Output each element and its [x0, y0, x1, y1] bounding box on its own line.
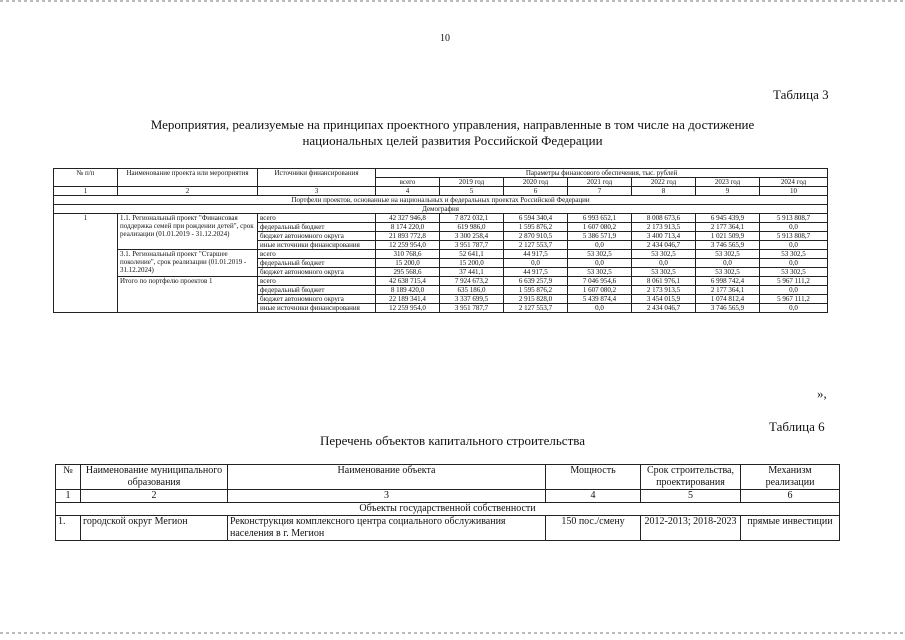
t3-value: 1 021 509,9: [696, 232, 760, 241]
t3-value: 53 302,5: [632, 268, 696, 277]
t3-value: 53 302,5: [760, 268, 828, 277]
t3-source: бюджет автономного округа: [258, 268, 376, 277]
t3-value: 3 746 565,9: [696, 241, 760, 250]
t3-value: 2 173 913,5: [632, 223, 696, 232]
t3-value: 5 967 111,2: [760, 277, 828, 286]
t3-value: 5 386 571,9: [568, 232, 632, 241]
t6-row-num: 1.: [56, 516, 81, 541]
table6: [55, 464, 840, 541]
t3-colnum: 9: [696, 187, 760, 196]
t3-header-source: Источники финансирования: [258, 169, 376, 187]
t3-value: 53 302,5: [696, 250, 760, 259]
t3-value: 42 638 715,4: [376, 277, 440, 286]
t3-value: 52 641,1: [440, 250, 504, 259]
t3-value: 15 200,0: [376, 259, 440, 268]
t3-header-year: 2022 год: [632, 178, 696, 187]
t3-colnum: 6: [504, 187, 568, 196]
t3-value: 0,0: [760, 223, 828, 232]
t3-value: 0,0: [696, 259, 760, 268]
t3-value: 619 986,0: [440, 223, 504, 232]
t3-value: 7 924 673,2: [440, 277, 504, 286]
t3-colnum: 5: [440, 187, 504, 196]
t6-municipality: городской округ Мегион: [81, 516, 228, 541]
t3-value: 12 259 954,0: [376, 304, 440, 313]
t3-value: 53 302,5: [696, 268, 760, 277]
t3-colnum: 10: [760, 187, 828, 196]
t3-value: 5 913 808,7: [760, 232, 828, 241]
table6-title: Перечень объектов капитального строительства: [320, 433, 585, 448]
t3-value: 3 337 699,5: [440, 295, 504, 304]
t3-value: 0,0: [760, 241, 828, 250]
t3-header-year: всего: [376, 178, 440, 187]
t3-value: 53 302,5: [568, 268, 632, 277]
t3-value: 1 074 812,4: [696, 295, 760, 304]
t6-colnum: 1: [56, 490, 81, 503]
t3-source: федеральный бюджет: [258, 286, 376, 295]
table3-header-row: [54, 169, 828, 178]
t3-colnum: 1: [54, 187, 118, 196]
table-row: [54, 250, 828, 259]
t3-header-year: 2023 год: [696, 178, 760, 187]
t3-value: 2 177 364,1: [696, 223, 760, 232]
t6-colnum: 3: [228, 490, 546, 503]
t3-value: 0,0: [504, 259, 568, 268]
t3-value: 2 434 046,7: [632, 304, 696, 313]
t3-value: 295 568,6: [376, 268, 440, 277]
t3-value: 0,0: [760, 286, 828, 295]
t6-header-term: Срок строительства, проектирования: [641, 465, 741, 490]
t3-project-name: 1.1. Региональный проект "Финансовая поддержка семей при рождении детей", срок реализации (01.01.2019 - 31.12.2024): [118, 214, 258, 250]
t3-value: 6 993 652,1: [568, 214, 632, 223]
table6-header-row: [56, 465, 840, 490]
t3-source: всего: [258, 277, 376, 286]
t3-value: 8 008 673,6: [632, 214, 696, 223]
table6-section-row: [56, 503, 840, 516]
t3-header-year: 2019 год: [440, 178, 504, 187]
t3-value: 6 998 742,4: [696, 277, 760, 286]
table3-title-line1: Мероприятия, реализуемые на принципах проектного управления, направленные в том числе на достижение: [150, 117, 755, 132]
t3-header-params: Параметры финансового обеспечения, тыс. рублей: [376, 169, 828, 178]
t3-portfolio-caption: Портфели проектов, основанные на национальных и федеральных проектах Российской Федерации: [54, 196, 828, 205]
t6-header-num: №: [56, 465, 81, 490]
t3-value: 42 327 946,8: [376, 214, 440, 223]
t3-value: 3 400 713,4: [632, 232, 696, 241]
t6-colnum: 2: [81, 490, 228, 503]
t3-value: 6 639 257,9: [504, 277, 568, 286]
t3-header-name: Наименование проекта или мероприятия: [118, 169, 258, 187]
t3-project-name: Итого по портфелю проектов 1: [118, 277, 258, 313]
t3-section-caption: Демография: [54, 205, 828, 214]
t3-value: 0,0: [760, 259, 828, 268]
t3-value: 5 913 808,7: [760, 214, 828, 223]
t6-header-mechanism: Механизм реализации: [741, 465, 840, 490]
t3-value: 53 302,5: [760, 250, 828, 259]
t3-value: 310 768,6: [376, 250, 440, 259]
t3-value: 1 595 876,2: [504, 223, 568, 232]
t3-value: 2 870 910,5: [504, 232, 568, 241]
t3-source: федеральный бюджет: [258, 223, 376, 232]
t3-value: 12 259 954,0: [376, 241, 440, 250]
t3-value: 3 746 565,9: [696, 304, 760, 313]
t3-value: 15 200,0: [440, 259, 504, 268]
closing-quote: »,: [817, 386, 827, 401]
scan-top-edge: [0, 0, 905, 2]
t3-value: 3 951 787,7: [440, 241, 504, 250]
table-row: [54, 214, 828, 223]
t3-value: 6 594 340,4: [504, 214, 568, 223]
t3-value: 8 061 976,1: [632, 277, 696, 286]
t3-value: 2 127 553,7: [504, 304, 568, 313]
t3-value: 2 915 828,0: [504, 295, 568, 304]
table3-title: [0, 117, 905, 149]
t6-header-object: Наименование объекта: [228, 465, 546, 490]
t3-value: 3 951 787,7: [440, 304, 504, 313]
t3-value: 5 439 874,4: [568, 295, 632, 304]
table6-label: Таблица 6: [769, 419, 825, 434]
t3-source: иные источники финансирования: [258, 241, 376, 250]
t3-colnum: 3: [258, 187, 376, 196]
t3-source: всего: [258, 214, 376, 223]
t6-header-capacity: Мощность: [546, 465, 641, 490]
t3-value: 0,0: [568, 304, 632, 313]
t3-value: 8 189 420,0: [376, 286, 440, 295]
t3-value: 5 967 111,2: [760, 295, 828, 304]
t3-value: 0,0: [568, 241, 632, 250]
t3-value: 44 917,5: [504, 250, 568, 259]
t6-colnum: 6: [741, 490, 840, 503]
t6-section-caption: Объекты государственной собственности: [56, 503, 840, 516]
t6-capacity: 150 пос./смену: [546, 516, 641, 541]
t3-value: 3 300 258,4: [440, 232, 504, 241]
scan-bottom-edge: [0, 632, 905, 634]
t3-value: 53 302,5: [632, 250, 696, 259]
t3-value: 6 945 439,9: [696, 214, 760, 223]
t3-value: 7 872 032,1: [440, 214, 504, 223]
t6-colnum: 5: [641, 490, 741, 503]
t3-value: 635 186,0: [440, 286, 504, 295]
t3-value: 1 607 080,2: [568, 286, 632, 295]
t3-colnum: 7: [568, 187, 632, 196]
table3-colnum-row: [54, 187, 828, 196]
table3-portfolio-row: [54, 196, 828, 205]
t3-value: 0,0: [632, 259, 696, 268]
t3-header-year: 2020 год: [504, 178, 568, 187]
t3-source: бюджет автономного округа: [258, 295, 376, 304]
t3-value: 1 595 876,2: [504, 286, 568, 295]
t3-source: всего: [258, 250, 376, 259]
t3-row-num: 1: [54, 214, 118, 313]
t3-colnum: 2: [118, 187, 258, 196]
t3-source: иные источники финансирования: [258, 304, 376, 313]
table3-title-line2: национальных целей развития Российской Федерации: [302, 133, 603, 148]
t3-value: 22 189 341,4: [376, 295, 440, 304]
t3-value: 21 893 772,8: [376, 232, 440, 241]
t3-value: 37 441,1: [440, 268, 504, 277]
t3-value: 3 454 015,9: [632, 295, 696, 304]
t3-value: 7 046 954,6: [568, 277, 632, 286]
table-row: [56, 516, 840, 541]
table6-colnum-row: [56, 490, 840, 503]
t3-value: 2 127 553,7: [504, 241, 568, 250]
t3-value: 2 173 913,5: [632, 286, 696, 295]
t3-header-year: 2021 год: [568, 178, 632, 187]
t3-project-name: 3.1. Региональный проект "Старшее поколение", срок реализации (01.01.2019 - 31.12.2024): [118, 250, 258, 277]
t3-colnum: 4: [376, 187, 440, 196]
t3-source: бюджет автономного округа: [258, 232, 376, 241]
t6-header-municipality: Наименование муниципального образования: [81, 465, 228, 490]
t3-value: 8 174 220,0: [376, 223, 440, 232]
t3-header-year: 2024 год: [760, 178, 828, 187]
t3-value: 1 607 080,2: [568, 223, 632, 232]
t3-value: 0,0: [760, 304, 828, 313]
t3-value: 2 177 364,1: [696, 286, 760, 295]
t6-object: Реконструкция комплексного центра социального обслуживания населения в г. Мегион: [228, 516, 546, 541]
t3-colnum: 8: [632, 187, 696, 196]
t3-value: 53 302,5: [568, 250, 632, 259]
table3-section-row: [54, 205, 828, 214]
table3: [53, 168, 828, 313]
t6-mechanism: прямые инвестиции: [741, 516, 840, 541]
page-number: 10: [440, 33, 450, 44]
t3-header-num: № п/п: [54, 169, 118, 187]
t6-term: 2012-2013; 2018-2023: [641, 516, 741, 541]
t3-source: федеральный бюджет: [258, 259, 376, 268]
table3-label: Таблица 3: [773, 87, 829, 102]
t3-value: 44 917,5: [504, 268, 568, 277]
t3-value: 2 434 046,7: [632, 241, 696, 250]
t6-colnum: 4: [546, 490, 641, 503]
t3-value: 0,0: [568, 259, 632, 268]
table-row: [54, 277, 828, 286]
